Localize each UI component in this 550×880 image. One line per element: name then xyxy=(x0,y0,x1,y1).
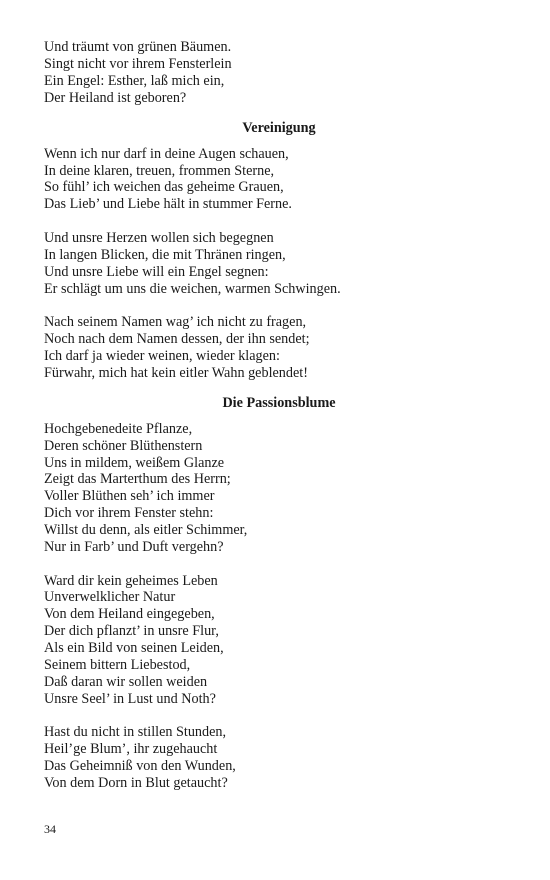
verse-line: Als ein Bild von seinen Leiden, xyxy=(44,640,224,657)
verse-line: Ich darf ja wieder weinen, wieder klagen: xyxy=(44,347,280,364)
verse-line: In langen Blicken, die mit Thränen ringen, xyxy=(44,246,286,263)
verse-line: Und unsre Liebe will ein Engel segnen: xyxy=(44,263,269,280)
verse-line: Ein Engel: Esther, laß mich ein, xyxy=(44,72,225,89)
stanza xyxy=(44,146,514,214)
verse-line: Der dich pflanzt’ in unsre Flur, xyxy=(44,623,219,640)
verse-line: Nach seinem Namen wag’ ich nicht zu fragen, xyxy=(44,314,307,331)
verse-line: Seinem bittern Liebestod, xyxy=(44,657,191,674)
stanza xyxy=(44,39,514,107)
verse-line: Willst du denn, als eitler Schimmer, xyxy=(44,522,248,539)
verse-line: Das Geheimniß von den Wunden, xyxy=(44,758,236,775)
stanza xyxy=(44,724,514,792)
verse-line: In deine klaren, treuen, frommen Sterne, xyxy=(44,162,275,179)
page-content xyxy=(44,39,514,792)
stanza xyxy=(44,573,514,708)
verse-line: Noch nach dem Namen dessen, der ihn sendet; xyxy=(44,330,310,347)
verse-line: Von dem Heiland eingegeben, xyxy=(44,606,215,623)
verse-line: Hochgebenedeite Pflanze, xyxy=(44,420,193,437)
stanza xyxy=(44,421,514,556)
page-number: 34 xyxy=(44,822,56,836)
stanza xyxy=(44,230,514,298)
verse-line: Unsre Seel’ in Lust und Noth? xyxy=(44,690,216,707)
verse-line: Daß daran wir sollen weiden xyxy=(44,673,208,690)
verse-line: Von dem Dorn in Blut getaucht? xyxy=(44,775,228,792)
verse-line: Und unsre Herzen wollen sich begegnen xyxy=(44,229,274,246)
verse-line: Und träumt von grünen Bäumen. xyxy=(44,39,232,55)
verse-line: Uns in mildem, weißem Glanze xyxy=(44,454,225,471)
verse-line: Voller Blüthen seh’ ich immer xyxy=(44,488,215,505)
poem xyxy=(44,120,514,382)
poem-title: Vereinigung xyxy=(242,119,316,136)
verse-line: Zeigt das Marterthum des Herrn; xyxy=(44,471,231,488)
poem xyxy=(44,39,514,107)
verse-line: Unverwelklicher Natur xyxy=(44,589,176,606)
verse-line: Das Lieb’ und Liebe hält in stummer Ferne. xyxy=(44,196,292,213)
verse-line: Hast du nicht in stillen Stunden, xyxy=(44,724,227,741)
verse-line: So fühl’ ich weichen das geheime Grauen, xyxy=(44,179,284,196)
stanza xyxy=(44,314,514,382)
poem-title: Die Passionsblume xyxy=(222,394,336,411)
verse-line: Der Heiland ist geboren? xyxy=(44,89,187,106)
verse-line: Deren schöner Blüthenstern xyxy=(44,437,203,454)
verse-line: Fürwahr, mich hat kein eitler Wahn geblendet! xyxy=(44,364,308,381)
verse-line: Dich vor ihrem Fenster stehn: xyxy=(44,505,214,522)
verse-line: Ward dir kein geheimes Leben xyxy=(44,572,218,589)
verse-line: Singt nicht vor ihrem Fensterlein xyxy=(44,55,232,72)
poem xyxy=(44,395,514,792)
verse-line: Er schlägt um uns die weichen, warmen Schwingen. xyxy=(44,280,341,297)
verse-line: Wenn ich nur darf in deine Augen schauen, xyxy=(44,145,289,162)
verse-line: Heil’ge Blum’, ihr zugehaucht xyxy=(44,741,218,758)
verse-line: Nur in Farb’ und Duft vergehn? xyxy=(44,539,224,556)
